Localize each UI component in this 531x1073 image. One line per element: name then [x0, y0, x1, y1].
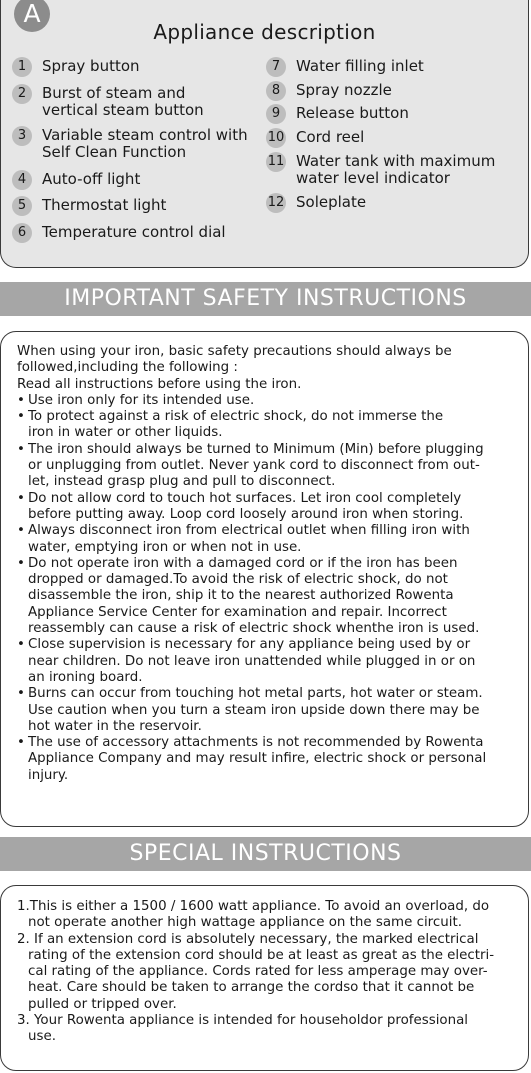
intro-line: followed,including the following :: [17, 360, 238, 376]
item-label: Release button: [296, 104, 409, 122]
item-line: use.: [28, 1029, 56, 1045]
bullet-line: water, emptying iron or when not in use.: [28, 539, 302, 555]
bullet-line: let, instead grasp plug and pull to disconnect.: [28, 474, 336, 490]
safety-bullet: [17, 491, 518, 524]
bullet-line: before putting away. Loop cord loosely around iron when storing.: [28, 506, 464, 522]
bullet-line: Close supervision is necessary for any appliance being used by or: [28, 637, 471, 653]
item-number: 9: [266, 104, 286, 124]
intro-line: Read all instructions before using the iron.: [17, 376, 302, 392]
item-label: Auto-off light: [42, 170, 141, 188]
item-number: 2: [12, 84, 32, 104]
special-text: [17, 899, 518, 1046]
bullet-line: To protect against a risk of electric shock, do not immerse the: [28, 409, 444, 425]
item-line: 3. Your Rowenta appliance is intended for householdor professional: [17, 1013, 469, 1029]
bullet-dot: •: [17, 735, 25, 751]
safety-instructions-box: [0, 331, 529, 827]
safety-bullet: [17, 393, 518, 409]
panel-title: Appliance description: [153, 20, 376, 44]
bullet-line: reassembly can cause a risk of electric shock whenthe iron is used.: [28, 621, 480, 637]
safety-bullet: [17, 442, 518, 491]
item-label: Variable steam control with Self Clean Function: [42, 126, 248, 161]
item-number: 4: [12, 170, 32, 190]
item-label: Water filling inlet: [296, 57, 424, 75]
bullet-dot: •: [17, 686, 25, 702]
special-item: [17, 1013, 518, 1046]
item-number: 8: [266, 81, 286, 101]
bullet-line: an ironing board.: [28, 669, 143, 685]
item-line: 2. If an extension cord is absolutely necessary, the marked electrical: [17, 931, 479, 947]
bullet-line: or unplugging from outlet. Never yank cord to disconnect from out-: [28, 458, 480, 474]
bullet-dot: •: [17, 523, 25, 539]
section-badge: A: [14, 0, 50, 32]
bullet-line: Use iron only for its intended use.: [28, 392, 255, 408]
special-item: [17, 932, 518, 1013]
item-line: rating of the extension cord should be at least as great as the electri-: [28, 947, 495, 963]
item-number: 5: [12, 196, 32, 216]
item-label: Water tank with maximum water level indicator: [296, 152, 496, 187]
bullet-line: Use caution when you turn a steam iron upside down there may be: [28, 702, 480, 718]
item-number: 6: [12, 223, 32, 243]
bullet-line: iron in water or other liquids.: [28, 425, 223, 441]
bullet-line: near children. Do not leave iron unattended while plugged in or on: [28, 653, 476, 669]
bullet-dot: •: [17, 555, 25, 571]
item-label: Soleplate: [296, 193, 367, 211]
special-heading: SPECIAL INSTRUCTIONS: [0, 837, 531, 871]
item-number: 1: [12, 57, 32, 77]
bullet-dot: •: [17, 409, 25, 425]
item-line: not operate another high wattage appliance on the same circuit.: [28, 915, 462, 931]
item-label: Temperature control dial: [42, 223, 226, 241]
bullet-dot: •: [17, 490, 25, 506]
item-label: Spray button: [42, 57, 140, 75]
bullet-line: Always disconnect iron from electrical outlet when filling iron with: [28, 523, 470, 539]
bullet-line: disassemble the iron, ship it to the nearest authorized Rowenta: [28, 588, 454, 604]
safety-bullet: [17, 686, 518, 735]
item-label: Cord reel: [296, 128, 365, 146]
item-line: 1.This is either a 1500 / 1600 watt appliance. To avoid an overload, do: [17, 899, 490, 914]
safety-bullet: [17, 735, 518, 784]
safety-bullet: [17, 409, 518, 442]
bullet-line: hot water in the reservoir.: [28, 718, 202, 734]
bullet-line: Appliance Service Center for examination and repair. Incorrect: [28, 604, 447, 620]
safety-text: [17, 344, 518, 784]
item-line: pulled or tripped over.: [28, 996, 177, 1012]
item-number: 10: [266, 128, 286, 148]
item-number: 12: [266, 193, 286, 213]
bullet-line: dropped or damaged.To avoid the risk of electric shock, do not: [28, 572, 448, 588]
safety-heading: IMPORTANT SAFETY INSTRUCTIONS: [0, 282, 531, 316]
item-line: cal rating of the appliance. Cords rated for less amperage may over-: [28, 964, 488, 980]
item-number: 11: [266, 152, 286, 172]
intro-line: When using your iron, basic safety precautions should always be: [17, 344, 452, 359]
bullet-line: Do not operate iron with a damaged cord or if the iron has been: [28, 555, 458, 571]
bullet-line: The use of accessory attachments is not recommended by Rowenta: [28, 735, 484, 751]
item-number: 3: [12, 126, 32, 146]
special-instructions-box: [0, 885, 529, 1071]
bullet-dot: •: [17, 441, 25, 457]
item-label: Thermostat light: [42, 196, 167, 214]
item-label: Spray nozzle: [296, 81, 392, 99]
safety-bullet: [17, 637, 518, 686]
bullet-line: Do not allow cord to touch hot surfaces. Let iron cool completely: [28, 490, 462, 506]
item-label: Burst of steam and vertical steam button: [42, 84, 204, 119]
bullet-line: injury.: [28, 767, 69, 783]
bullet-line: Appliance Company and may result infire, electric shock or personal: [28, 751, 487, 767]
appliance-description-panel: [0, 0, 529, 268]
item-number: 7: [266, 57, 286, 77]
special-item: [17, 899, 518, 932]
bullet-line: Burns can occur from touching hot metal parts, hot water or steam.: [28, 686, 483, 702]
bullet-line: The iron should always be turned to Minimum (Min) before plugging: [28, 441, 484, 457]
safety-bullet: [17, 556, 518, 637]
bullet-dot: •: [17, 637, 25, 653]
bullet-dot: •: [17, 392, 25, 408]
safety-bullet: [17, 523, 518, 556]
item-line: heat. Care should be taken to arrange the cordso that it cannot be: [28, 980, 475, 996]
